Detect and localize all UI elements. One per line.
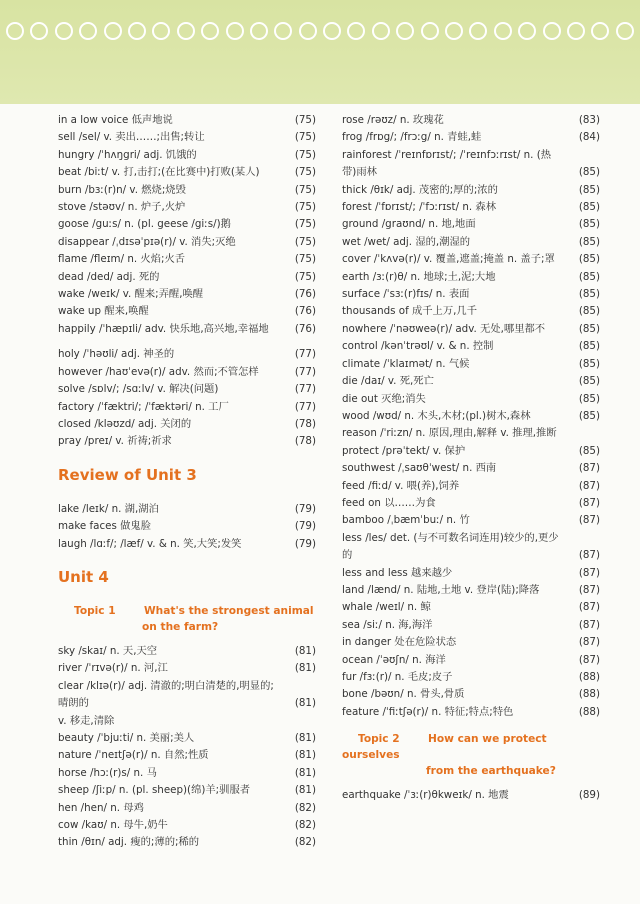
page-reference: (87) [578, 496, 600, 509]
page-reference: (87) [578, 566, 600, 579]
vocab-entry [58, 433, 316, 450]
vocab-text: ocean /ˈəʊʃn/ n. 海洋 [342, 653, 446, 666]
ring-icon [543, 22, 561, 40]
vocab-entry [58, 216, 316, 233]
page-reference: (85) [578, 183, 600, 196]
vocab-text: goose /guːs/ n. (pl. geese /giːs/)鹅 [58, 218, 231, 231]
topic-heading [342, 731, 600, 779]
vocab-entry [342, 787, 600, 804]
topic-heading [58, 603, 316, 635]
page-reference: (87) [578, 601, 600, 614]
page-reference: (82) [294, 819, 316, 831]
vocab-entry [58, 834, 316, 851]
page-reference: (82) [294, 836, 316, 849]
vocab-entry [342, 652, 600, 669]
section-heading: Review of Unit 3 [58, 465, 197, 484]
ring-icon [201, 22, 219, 40]
vocab-text: fur /fɜː(r)/ n. 毛皮;皮子 [342, 671, 453, 683]
page-reference: (78) [294, 417, 316, 430]
left-column [58, 112, 316, 852]
vocab-text: whale /weɪl/ n. 鲸 [342, 601, 431, 614]
vocab-entry [58, 321, 316, 338]
page-reference: (77) [294, 365, 316, 378]
vocab-entry [342, 112, 600, 129]
vocab-text: sheep /ʃiːp/ n. (pl. sheep)(绵)羊;驯服者 [58, 784, 251, 797]
vocab-text: holy /ˈhəʊli/ adj. 神圣的 [58, 348, 175, 361]
vocab-text: laugh /lɑːf/; /læf/ v. & n. 笑,大笑;发笑 [58, 537, 242, 550]
vocab-text: in danger 处在危险状态 [342, 636, 457, 649]
page-reference: (89) [578, 789, 600, 802]
page-reference: (75) [294, 114, 316, 126]
page-reference: (79) [294, 537, 316, 550]
page-reference: (79) [294, 502, 316, 515]
page-reference: (87) [578, 653, 600, 666]
vocab-entry [342, 599, 600, 616]
header-band [0, 0, 640, 104]
vocab-entry [58, 678, 316, 713]
vocab-text: cow /kaʊ/ n. 母牛,奶牛 [58, 819, 168, 831]
vocab-text: nowhere /ˈnəʊweə(r)/ adv. 无处,哪里都不 [342, 322, 546, 335]
page-reference: (87) [578, 479, 600, 492]
ring-icon [616, 22, 634, 40]
vocab-text: feed on 以……为食 [342, 496, 436, 509]
vocab-text: forest /ˈfɒrɪst/; /ˈfɔːrɪst/ n. 森林 [342, 201, 496, 214]
vocab-entry [58, 660, 316, 677]
vocab-text: hen /hen/ n. 母鸡 [58, 801, 144, 814]
ring-icon [6, 22, 24, 40]
page-reference: (88) [578, 688, 600, 701]
vocab-entry [58, 303, 316, 320]
page-reference: (75) [294, 166, 316, 179]
page-reference: (75) [294, 270, 316, 283]
vocab-entry [58, 129, 316, 146]
page-reference: (85) [578, 270, 600, 283]
vocab-entry [342, 512, 600, 529]
vocab-text: dead /ded/ adj. 死的 [58, 270, 160, 283]
vocab-text: earthquake /ˈɜː(r)θkweɪk/ n. 地震 [342, 789, 509, 802]
vocab-text: burn /bɜː(r)n/ v. 燃烧;烧毁 [58, 183, 186, 196]
vocab-text: land /lænd/ n. 陆地,土地 v. 登岸(陆);降落 [342, 583, 540, 596]
vocab-entry [342, 129, 600, 146]
vocab-entry [342, 704, 600, 721]
vocab-text: wood /wʊd/ n. 木头,木材;(pl.)树木,森林 [342, 409, 531, 422]
vocab-text: wet /wet/ adj. 湿的,潮湿的 [342, 235, 471, 248]
ring-icon [396, 22, 414, 40]
vocab-text: thin /θɪn/ adj. 瘦的;薄的;稀的 [58, 836, 200, 849]
topic-title-line2: on the farm? [142, 620, 219, 633]
vocab-entry [342, 530, 600, 565]
vocab-entry [342, 251, 600, 268]
ring-icon [323, 22, 341, 40]
vocab-text: frog /frɒg/; /frɔːg/ n. 青蛙,蛙 [342, 131, 482, 144]
section-heading: Unit 4 [58, 567, 109, 586]
ring-icon [518, 22, 536, 40]
vocab-text: die /daɪ/ v. 死,死亡 [342, 375, 434, 388]
vocab-text: sea /siː/ n. 海,海洋 [342, 618, 433, 631]
vocab-text: protect /prəˈtekt/ v. 保护 [342, 444, 466, 457]
page-reference: (76) [294, 288, 316, 301]
vocab-entry [58, 199, 316, 216]
page-reference: (85) [578, 201, 600, 214]
vocab-entry [58, 643, 316, 660]
vocab-entry [58, 765, 316, 782]
page-reference: (87) [578, 462, 600, 475]
vocab-entry [342, 147, 600, 182]
vocab-entry [342, 443, 600, 460]
ring-icon [55, 22, 73, 40]
vocab-entry [58, 713, 316, 730]
vocab-text: wake /weɪk/ v. 醒来;弄醒,唤醒 [58, 288, 204, 301]
page-reference: (87) [578, 514, 600, 527]
page-reference: (85) [578, 166, 600, 179]
page-reference: (75) [294, 235, 316, 248]
vocab-text: reason /ˈriːzn/ n. 原因,理由,解释 v. 推理,推断 [342, 427, 557, 440]
vocab-text: however /haʊˈevə(r)/ adv. 然而;不管怎样 [58, 365, 259, 378]
vocab-text: pray /preɪ/ v. 祈祷;祈求 [58, 435, 172, 448]
page-reference: (85) [578, 409, 600, 422]
vocab-entry [58, 518, 316, 535]
vocab-entry [58, 286, 316, 303]
vocab-entry [342, 634, 600, 651]
page-reference: (85) [578, 322, 600, 335]
vocab-text: lake /leɪk/ n. 湖,湖泊 [58, 502, 159, 515]
topic-label: Topic 1 [74, 604, 116, 617]
vocab-text: stove /stəʊv/ n. 炉子,火炉 [58, 201, 186, 214]
vocab-text: die out 灭绝;消失 [342, 392, 426, 405]
vocab-text: thousands of 成千上万,几千 [342, 305, 478, 318]
page-reference: (85) [578, 305, 600, 318]
vocab-entry [342, 617, 600, 634]
page-reference: (75) [294, 253, 316, 266]
vocab-entry [58, 147, 316, 164]
page-reference: (85) [578, 218, 600, 231]
binder-rings [0, 22, 640, 46]
vocab-text: hungry /ˈhʌŋgri/ adj. 饥饿的 [58, 148, 197, 161]
vocab-entry [342, 356, 600, 373]
ring-icon [494, 22, 512, 40]
vocab-entry [58, 364, 316, 381]
page-reference: (81) [294, 697, 316, 710]
vocab-text: wake up 醒来,唤醒 [58, 305, 149, 318]
vocab-entry [342, 269, 600, 286]
ring-icon [421, 22, 439, 40]
vocab-text: factory /ˈfæktri/; /ˈfæktəri/ n. 工厂 [58, 400, 229, 413]
vocab-entry [342, 408, 600, 425]
ring-icon [79, 22, 97, 40]
page-reference: (75) [294, 218, 316, 231]
vocab-text: beat /biːt/ v. 打,击打;(在比赛中)打败(某人) [58, 166, 260, 179]
vocab-entry [342, 216, 600, 233]
page-reference: (79) [294, 520, 316, 533]
page-reference: (88) [578, 705, 600, 718]
vocab-text: nature /ˈneɪtʃə(r)/ n. 自然;性质 [58, 749, 209, 762]
page-reference: (77) [294, 348, 316, 361]
vocab-text: horse /hɔː(r)s/ n. 马 [58, 766, 157, 779]
vocab-entry [342, 303, 600, 320]
vocab-text: less and less 越来越少 [342, 566, 453, 579]
vocab-entry [58, 730, 316, 747]
vocab-entry [342, 582, 600, 599]
vocab-entry [342, 338, 600, 355]
vocab-text: bamboo /ˌbæmˈbuː/ n. 竹 [342, 514, 470, 527]
page-reference: (77) [294, 383, 316, 396]
vocab-text: thick /θɪk/ adj. 茂密的;厚的;浓的 [342, 183, 498, 196]
page-reference: (85) [578, 340, 600, 353]
vocab-text: rose /rəʊz/ n. 玫瑰花 [342, 114, 444, 126]
vocab-text: happily /ˈhæpɪli/ adv. 快乐地,高兴地,幸福地 [58, 322, 269, 335]
ring-icon [30, 22, 48, 40]
page-reference: (85) [578, 392, 600, 405]
ring-icon [445, 22, 463, 40]
page-reference: (76) [294, 322, 316, 335]
vocab-text: solve /sɒlv/; /sɑːlv/ v. 解决(问题) [58, 383, 219, 396]
vocab-entry [342, 686, 600, 703]
vocab-text: southwest /ˌsaʊθˈwest/ n. 西南 [342, 462, 497, 475]
vocab-text: disappear /ˌdɪsəˈpɪə(r)/ v. 消失;灭绝 [58, 235, 236, 248]
page-reference: (75) [294, 148, 316, 161]
vocab-text: river /ˈrɪvə(r)/ n. 河,江 [58, 662, 168, 675]
ring-icon [128, 22, 146, 40]
vocab-entry [58, 782, 316, 799]
vocab-text: beauty /ˈbjuːti/ n. 美丽;美人 [58, 731, 195, 744]
vocab-text: feature /ˈfiːtʃə(r)/ n. 特征;特点;特色 [342, 705, 514, 718]
page-reference: (81) [294, 644, 316, 657]
ring-icon [299, 22, 317, 40]
ring-icon [591, 22, 609, 40]
vocab-text: v. 移走,清除 [58, 714, 115, 727]
page-reference: (85) [578, 357, 600, 370]
page-reference: (75) [294, 183, 316, 196]
vocab-text: flame /fleɪm/ n. 火焰;火舌 [58, 253, 186, 266]
page-reference: (85) [578, 375, 600, 388]
ring-icon [347, 22, 365, 40]
page-reference: (87) [578, 618, 600, 631]
page-reference: (81) [294, 766, 316, 779]
vocab-entry [342, 565, 600, 582]
vocab-entry [58, 112, 316, 129]
vocab-entry [342, 199, 600, 216]
vocab-text: feed /fiːd/ v. 喂(养),饲养 [342, 479, 460, 492]
vocab-entry [58, 501, 316, 518]
vocab-entry [342, 669, 600, 686]
spacer [58, 338, 316, 346]
vocab-entry [58, 416, 316, 433]
vocab-entry [342, 495, 600, 512]
vocab-entry [58, 182, 316, 199]
page-reference: (81) [294, 784, 316, 797]
vocab-text: closed /kləʊzd/ adj. 关闭的 [58, 417, 192, 430]
page-reference: (85) [578, 288, 600, 301]
vocab-text: earth /ɜː(r)θ/ n. 地球;土,泥;大地 [342, 270, 496, 283]
vocab-entry [342, 373, 600, 390]
page-reference: (75) [294, 131, 316, 144]
vocab-entry [342, 182, 600, 199]
right-column [342, 112, 600, 805]
vocab-entry [58, 800, 316, 817]
topic-title-line1: How can we protect ourselves [342, 733, 547, 762]
vocab-entry [342, 425, 600, 442]
page-reference: (81) [294, 662, 316, 675]
page-reference: (81) [294, 731, 316, 744]
vocab-text: sky /skaɪ/ n. 天,天空 [58, 644, 158, 657]
vocab-entry [58, 269, 316, 286]
page-reference: (87) [578, 549, 600, 562]
vocab-text: in a low voice 低声地说 [58, 114, 173, 126]
vocab-entry [58, 164, 316, 181]
vocab-entry [58, 817, 316, 834]
ring-icon [469, 22, 487, 40]
vocab-entry [58, 381, 316, 398]
vocab-entry [342, 391, 600, 408]
vocab-entry [342, 286, 600, 303]
vocab-text: sell /sel/ v. 卖出……;出售;转让 [58, 131, 205, 144]
page-reference: (88) [578, 671, 600, 683]
vocab-entry [58, 399, 316, 416]
page-reference: (85) [578, 444, 600, 457]
ring-icon [226, 22, 244, 40]
page-reference: (75) [294, 201, 316, 214]
page-reference: (83) [578, 114, 600, 126]
page-reference: (85) [578, 235, 600, 248]
vocab-entry [58, 536, 316, 553]
vocab-entry [58, 346, 316, 363]
vocab-text: ground /graʊnd/ n. 地,地面 [342, 218, 476, 231]
ring-icon [177, 22, 195, 40]
vocab-entry [342, 234, 600, 251]
page-reference: (84) [578, 131, 600, 144]
page-reference: (81) [294, 749, 316, 762]
vocab-entry [58, 251, 316, 268]
vocab-text: climate /ˈklaɪmət/ n. 气候 [342, 357, 470, 370]
vocab-entry [342, 460, 600, 477]
vocab-entry [342, 321, 600, 338]
page-reference: (87) [578, 583, 600, 596]
vocab-entry [342, 478, 600, 495]
page-reference: (82) [294, 801, 316, 814]
page-reference: (78) [294, 435, 316, 448]
ring-icon [104, 22, 122, 40]
vocab-text: cover /ˈkʌvə(r)/ v. 覆盖,遮盖;掩盖 n. 盖子;罩 [342, 253, 555, 266]
topic-title-line2: from the earthquake? [426, 765, 556, 778]
vocab-text: bone /bəʊn/ n. 骨头,骨质 [342, 688, 465, 701]
ring-icon [274, 22, 292, 40]
vocab-entry [58, 747, 316, 764]
page-reference: (76) [294, 305, 316, 318]
page-reference: (85) [578, 253, 600, 266]
page-reference: (87) [578, 636, 600, 649]
ring-icon [152, 22, 170, 40]
vocab-text: control /kənˈtrəʊl/ v. & n. 控制 [342, 340, 494, 353]
topic-title-line1: What's the strongest animal [144, 604, 314, 617]
ring-icon [567, 22, 585, 40]
vocab-entry [58, 234, 316, 251]
topic-label: Topic 2 [358, 733, 400, 746]
vocab-text: less /les/ det. (与不可数名词连用)较少的,更少的 [342, 531, 559, 562]
ring-icon [372, 22, 390, 40]
vocab-text: rainforest /ˈreɪnfɒrɪst/; /ˈreɪnfɔːrɪst/ n. (热带)雨林 [342, 148, 552, 179]
ring-icon [250, 22, 268, 40]
vocab-text: surface /ˈsɜː(r)fɪs/ n. 表面 [342, 288, 470, 301]
vocab-text: clear /klɪə(r)/ adj. 清澈的;明白清楚的,明显的;晴朗的 [58, 679, 274, 710]
page-reference: (77) [294, 400, 316, 413]
vocab-text: make faces 做鬼脸 [58, 520, 152, 533]
